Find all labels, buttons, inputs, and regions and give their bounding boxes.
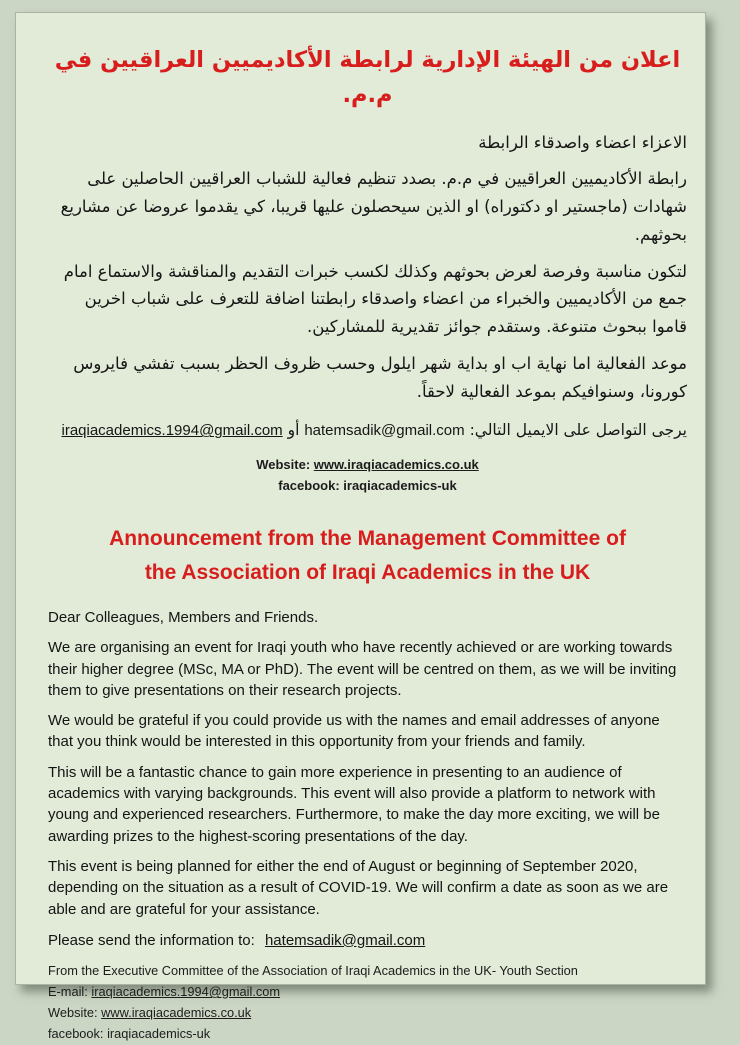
footer-email-link[interactable]: iraqiacademics.1994@gmail.com xyxy=(91,984,281,1000)
contact-email-secondary-link[interactable]: iraqiacademics.1994@gmail.com xyxy=(61,422,283,440)
english-paragraph-1: We are organising an event for Iraqi youth who have recently achieved or are working towards their higher degree (MSc, MA or PhD). The event will be centred on them, as we will be inviting them to give presentations on their research projects. xyxy=(48,639,677,699)
english-paragraph-2: We would be grateful if you could provide us with the names and email addresses of anyone that you think would be interested in this opportunity from your friends and family. xyxy=(48,712,660,751)
footer-email-label: E-mail: xyxy=(48,984,88,1000)
arabic-contact-label: يرجى التواصل على الايميل التالي: xyxy=(469,421,687,440)
send-info-line xyxy=(48,930,687,951)
arabic-contact-line xyxy=(48,417,687,443)
arabic-greeting: الاعزاء اعضاء واصدقاء الرابطة xyxy=(478,132,687,152)
contact-email-primary[interactable]: hatemsadik@gmail.com xyxy=(304,422,465,440)
arabic-title: اعلان من الهيئة الإدارية لرابطة الأكاديميين العراقيين في م.م. xyxy=(54,47,681,108)
arabic-contact-or: أو xyxy=(287,421,300,440)
footer-email-line xyxy=(48,982,687,1003)
footer-website-label: Website: xyxy=(48,1005,98,1021)
footer-website-link[interactable]: www.iraqiacademics.co.uk xyxy=(101,1005,252,1021)
arabic-paragraph-1: رابطة الأكاديميين العراقيين في م.م. بصدد تنظيم فعالية للشباب العراقيين الحاصلين على شهادات (ماجستير او دكتوراه) او الذين سيحصلون عليها قريبا، كي يقدموا عروضا عن مشاريع بحوثهم. xyxy=(60,169,687,244)
english-salutation: Dear Colleagues, Members and Friends. xyxy=(48,608,319,626)
send-info-email-link[interactable]: hatemsadik@gmail.com xyxy=(264,931,426,949)
facebook-handle: iraqiacademics-uk xyxy=(343,477,457,493)
center-links-block xyxy=(48,455,687,495)
footer-facebook-handle: iraqiacademics-uk xyxy=(107,1026,211,1042)
footer-committee-line: From the Executive Committee of the Association of Iraqi Academics in the UK- Youth Section xyxy=(48,963,578,979)
footer-block xyxy=(48,961,687,1045)
arabic-paragraph-3: موعد الفعالية اما نهاية اب او بداية شهر ايلول وحسب ظروف الحظر بسبب تفشي فايروس كورونا، وسنوافيكم بموعد الفعالية لاحقاً. xyxy=(73,353,687,401)
website-link[interactable]: www.iraqiacademics.co.uk xyxy=(313,457,479,473)
english-paragraph-3: This will be a fantastic chance to gain more experience in presenting to an audience of academics with varying backgrounds. This event will also provide a platform to network with young and experienced researchers. Furthermore, to make the day more exciting, we will be awarding prizes to the highest-scoring presentations of the day. xyxy=(48,763,660,845)
facebook-label: facebook: xyxy=(278,477,340,493)
announcement-page xyxy=(15,12,706,1042)
english-heading xyxy=(48,522,687,591)
website-line xyxy=(48,455,687,475)
english-heading-line2: the Association of Iraqi Academics in the UK xyxy=(144,561,591,585)
footer-website-line xyxy=(48,1003,687,1024)
send-info-label: Please send the information to: xyxy=(48,931,255,949)
website-label: Website: xyxy=(256,457,311,473)
english-heading-line1: Announcement from the Management Committee of xyxy=(109,526,626,550)
facebook-line xyxy=(48,476,687,496)
english-paragraph-4: This event is being planned for either the end of August or beginning of September 2020, depending on the situation as a result of COVID-19. We will confirm a date as soon as we are able and are grateful for your assistance. xyxy=(48,857,669,918)
footer-facebook-line xyxy=(48,1024,687,1045)
arabic-paragraph-2: لتكون مناسبة وفرصة لعرض بحوثهم وكذلك لكسب خبرات التقديم والمناقشة والاستماع امام جمع من الأكاديميين والخبراء من اعضاء واصدقاء رابطتنا اضافة للتعرف على شباب اخرين قاموا ببحوث متنوعة. وستقدم جوائز تقديرية للمشاركين. xyxy=(63,261,687,337)
footer-facebook-label: facebook: xyxy=(48,1026,104,1042)
